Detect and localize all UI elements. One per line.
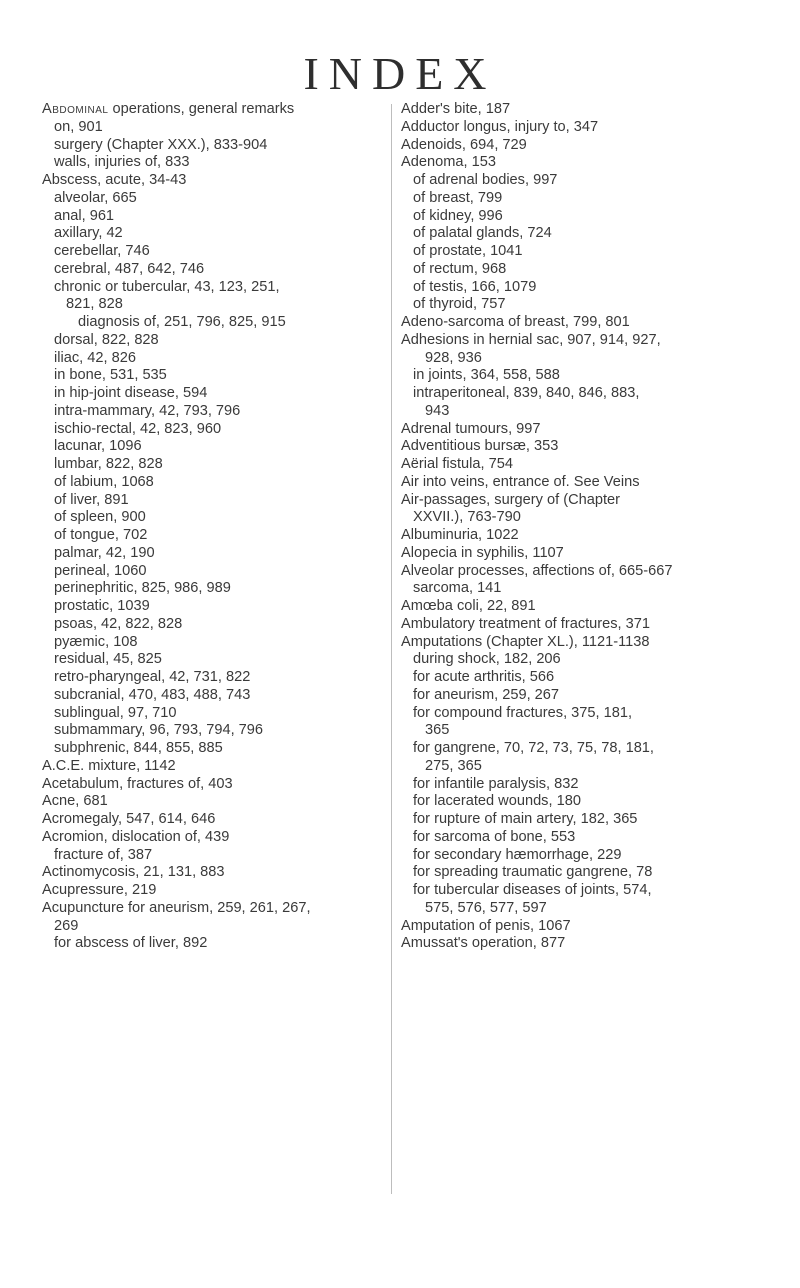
index-entry: for spreading traumatic gangrene, 78 — [413, 864, 653, 881]
index-entry: Adenoids, 694, 729 — [401, 136, 527, 153]
index-entry: Amœba coli, 22, 891 — [401, 598, 536, 614]
index-entry: Ambulatory treatment of fractures, 371 — [401, 615, 651, 632]
index-entry: for gangrene, 70, 72, 73, 75, 78, 181, — [413, 740, 654, 756]
index-entry: Adder's bite, 187 — [401, 101, 511, 117]
index-entry: Acromion, dislocation of, 439 — [42, 828, 230, 845]
index-entry: 928, 936 — [425, 349, 482, 366]
index-entry: Adenoma, 153 — [401, 154, 496, 171]
index-entry: Aërial fistula, 754 — [401, 456, 513, 472]
index-entry: fracture of, 387 — [54, 846, 153, 863]
index-entry: Acupuncture for aneurism, 259, 261, 267, — [42, 899, 311, 916]
index-entry: during shock, 182, 206 — [413, 651, 561, 668]
index-entry: for secondary hæmorrhage, 229 — [413, 846, 622, 863]
index-entry: prostatic, 1039 — [54, 598, 150, 614]
index-entry: 275, 365 — [425, 757, 482, 774]
index-entry: Alveolar processes, affections of, 665-667 — [401, 562, 673, 579]
index-entry: 821, 828 — [66, 296, 123, 313]
index-entry: Amputation of penis, 1067 — [401, 917, 571, 934]
index-entry: subphrenic, 844, 855, 885 — [54, 740, 223, 756]
index-entry: Acetabulum, fractures of, 403 — [42, 775, 233, 792]
index-column-left — [42, 101, 387, 953]
index-entry: surgery (Chapter XXX.), 833-904 — [54, 136, 268, 153]
index-entry: for infantile paralysis, 832 — [413, 775, 579, 792]
index-entry: lumbar, 822, 828 — [54, 456, 163, 472]
index-entry: for abscess of liver, 892 — [54, 935, 208, 952]
index-entry: of kidney, 996 — [413, 207, 503, 224]
index-entry: chronic or tubercular, 43, 123, 251, — [54, 278, 280, 295]
index-entry: sublingual, 97, 710 — [54, 704, 177, 721]
index-entry: Adeno-sarcoma of breast, 799, 801 — [401, 314, 630, 330]
index-entry: XXVII.), 763-790 — [413, 509, 521, 526]
index-entry: Acne, 681 — [42, 793, 108, 810]
index-entry: A.C.E. mixture, 1142 — [42, 757, 176, 774]
index-entry: 943 — [425, 402, 450, 419]
index-entry: of testis, 166, 1079 — [413, 278, 537, 295]
index-entry: for acute arthritis, 566 — [413, 669, 555, 685]
index-entry: palmar, 42, 190 — [54, 544, 155, 561]
index-entry: for lacerated wounds, 180 — [413, 793, 581, 810]
index-entry: intraperitoneal, 839, 840, 846, 883, — [413, 385, 640, 401]
index-entry: Abscess, acute, 34-43 — [42, 172, 187, 188]
index-entry: Amputations (Chapter XL.), 1121-1138 — [401, 633, 650, 650]
index-entry: 269 — [54, 917, 79, 934]
index-entry: psoas, 42, 822, 828 — [54, 615, 183, 632]
index-entry: iliac, 42, 826 — [54, 349, 136, 366]
index-entry: on, 901 — [54, 118, 103, 135]
index-entry: of palatal glands, 724 — [413, 225, 552, 242]
column-divider — [391, 104, 392, 1194]
index-entry: perineal, 1060 — [54, 562, 147, 579]
index-entry: of tongue, 702 — [54, 527, 148, 543]
index-entry: Actinomycosis, 21, 131, 883 — [42, 864, 225, 881]
index-entry: Adventitious bursæ, 353 — [401, 438, 559, 455]
index-entry: for sarcoma of bone, 553 — [413, 828, 576, 845]
index-entry: diagnosis of, 251, 796, 825, 915 — [78, 314, 286, 330]
index-entry: residual, 45, 825 — [54, 651, 162, 668]
index-entry: Adductor longus, injury to, 347 — [401, 118, 599, 135]
index-entry: for tubercular diseases of joints, 574, — [413, 882, 652, 898]
index-entry: submammary, 96, 793, 794, 796 — [54, 722, 264, 739]
index-entry: cerebellar, 746 — [54, 243, 150, 259]
index-entry: Acupressure, 219 — [42, 882, 157, 898]
index-entry: alveolar, 665 — [54, 189, 137, 206]
index-entry: of liver, 891 — [54, 491, 129, 508]
index-entry: of labium, 1068 — [54, 473, 154, 490]
index-entry: of thyroid, 757 — [413, 296, 506, 313]
index-entry: in joints, 364, 558, 588 — [413, 367, 560, 384]
index-column-right — [401, 101, 746, 953]
index-entry: intra-mammary, 42, 793, 796 — [54, 402, 241, 419]
index-entry: for compound fractures, 375, 181, — [413, 704, 633, 721]
index-entry: of prostate, 1041 — [413, 243, 523, 259]
page-title: INDEX — [303, 48, 497, 99]
index-entry: for aneurism, 259, 267 — [413, 686, 560, 703]
index-entry: Adhesions in hernial sac, 907, 914, 927, — [401, 331, 661, 348]
index-entry: ischio-rectal, 42, 823, 960 — [54, 420, 222, 437]
index-entry: Albuminuria, 1022 — [401, 527, 519, 543]
index-entry: axillary, 42 — [54, 225, 123, 242]
index-entry: of spleen, 900 — [54, 509, 146, 526]
index-entry: Amussat's operation, 877 — [401, 935, 566, 952]
index-entry: of rectum, 968 — [413, 260, 507, 277]
index-entry: Acromegaly, 547, 614, 646 — [42, 811, 216, 827]
index-entry: subcranial, 470, 483, 488, 743 — [54, 686, 251, 703]
index-entry: dorsal, 822, 828 — [54, 331, 159, 348]
index-entry: of adrenal bodies, 997 — [413, 172, 558, 188]
index-entry: Adrenal tumours, 997 — [401, 420, 541, 437]
index-entry: in bone, 531, 535 — [54, 367, 167, 384]
index-entry: Air-passages, surgery of (Chapter — [401, 491, 620, 508]
index-entry: Abdominal operations, general remarks — [42, 101, 295, 117]
index-entry: walls, injuries of, 833 — [54, 154, 190, 171]
index-entry: sarcoma, 141 — [413, 580, 502, 597]
index-entry: 365 — [425, 722, 450, 739]
index-entry: Air into veins, entrance of. See Veins — [401, 473, 640, 490]
index-entry: cerebral, 487, 642, 746 — [54, 260, 205, 277]
index-entry: Alopecia in syphilis, 1107 — [401, 544, 564, 561]
index-entry: in hip-joint disease, 594 — [54, 385, 208, 401]
index-entry: for rupture of main artery, 182, 365 — [413, 811, 638, 827]
index-entry: anal, 961 — [54, 207, 115, 224]
index-entry: of breast, 799 — [413, 189, 503, 206]
index-entry: retro-pharyngeal, 42, 731, 822 — [54, 669, 251, 685]
index-entry: lacunar, 1096 — [54, 438, 142, 455]
index-entry: pyæmic, 108 — [54, 633, 138, 650]
index-entry: perinephritic, 825, 986, 989 — [54, 580, 231, 597]
index-entry: 575, 576, 577, 597 — [425, 899, 547, 916]
